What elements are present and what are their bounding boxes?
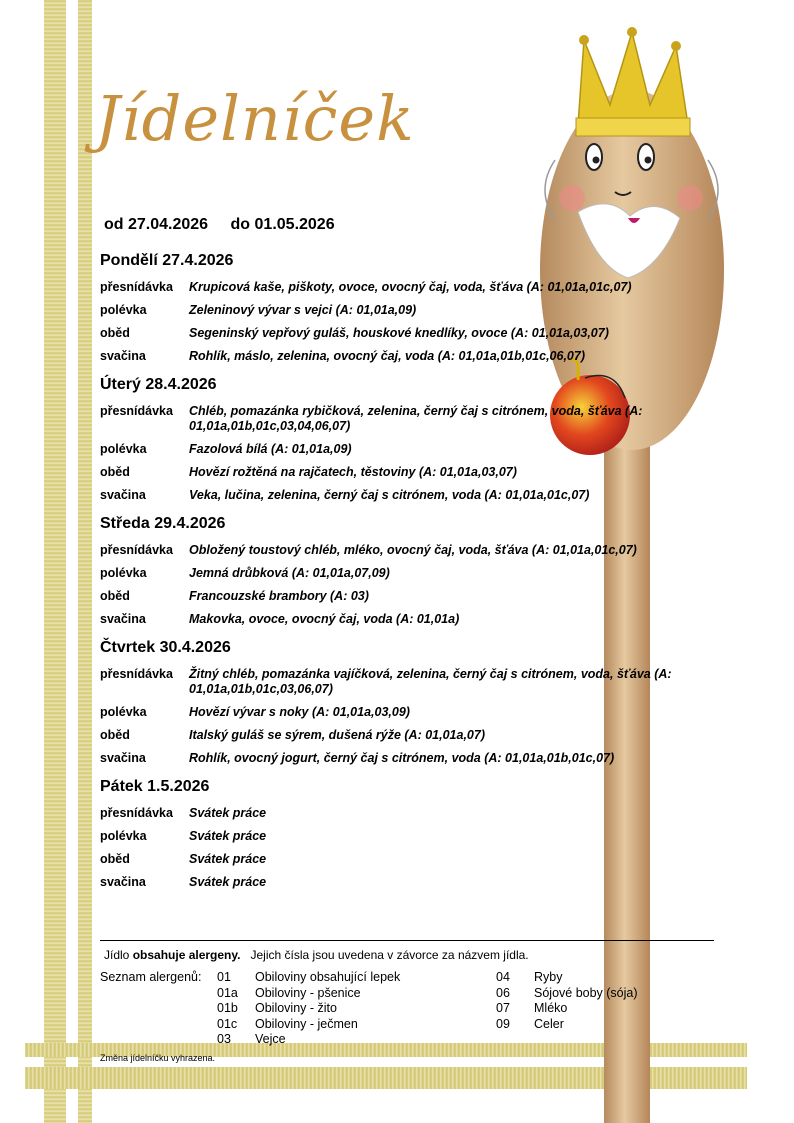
notice-prefix: Jídlo xyxy=(104,948,133,962)
meal-label: přesnídávka xyxy=(100,404,173,418)
meal-row xyxy=(100,852,690,867)
meal-row xyxy=(100,488,690,503)
meal-label: oběd xyxy=(100,728,130,742)
meal-label: přesnídávka xyxy=(100,543,173,557)
meal-dish: Chléb, pomazánka rybičková, zelenina, černý čaj s citrónem, voda, šťáva (A: 01,01a,01b,01c,03,04,06,07) xyxy=(189,404,643,433)
allergen-item xyxy=(217,986,400,1002)
allergen-name: Mléko xyxy=(534,1001,568,1015)
meal-row xyxy=(100,280,690,295)
allergen-item xyxy=(217,1032,400,1048)
allergen-item xyxy=(496,1017,638,1033)
meal-dish: Segeninský vepřový guláš, houskové knedlíky, ovoce (A: 01,01a,03,07) xyxy=(189,326,609,340)
meal-row xyxy=(100,806,690,821)
meal-row xyxy=(100,326,690,341)
day-thursday xyxy=(100,639,690,766)
meal-dish: Svátek práce xyxy=(189,852,267,866)
day-title: Středa 29.4.2026 xyxy=(100,515,226,532)
allergen-code: 01c xyxy=(217,1016,238,1031)
day-friday xyxy=(100,778,690,890)
meal-row xyxy=(100,705,690,720)
notice-rest: Jejich čísla jsou uvedena v závorce za názvem jídla. xyxy=(240,948,529,962)
allergen-notice xyxy=(104,948,529,962)
allergen-code: 04 xyxy=(496,970,510,984)
meal-row xyxy=(100,728,690,743)
day-title: Úterý 28.4.2026 xyxy=(100,376,217,393)
meal-dish: Rohlík, ovocný jogurt, černý čaj s citrónem, voda (A: 01,01a,01b,01c,07) xyxy=(189,751,615,765)
meal-dish: Jemná drůbková (A: 01,01a,07,09) xyxy=(189,566,390,580)
allergen-code: 03 xyxy=(217,1032,231,1046)
meal-label: oběd xyxy=(100,326,130,340)
day-title: Pátek 1.5.2026 xyxy=(100,778,210,795)
allergen-item xyxy=(217,1017,400,1033)
meal-label: přesnídávka xyxy=(100,806,173,820)
meal-label: přesnídávka xyxy=(100,667,173,681)
meal-label: svačina xyxy=(100,488,146,502)
allergen-code: 07 xyxy=(496,1001,510,1015)
allergen-item xyxy=(496,1001,638,1017)
allergen-name: Vejce xyxy=(255,1032,286,1046)
meal-dish: Žitný chléb, pomazánka vajíčková, zelenina, černý čaj s citrónem, voda, šťáva (A: 01,01a,01b,01c,03,06,07) xyxy=(189,667,672,696)
meal-dish: Hovězí rožtěná na rajčatech, těstoviny (A: 01,01a,03,07) xyxy=(189,465,517,479)
allergen-item xyxy=(217,1001,400,1017)
allergen-name: Obiloviny - ječmen xyxy=(255,1016,358,1031)
meal-dish: Krupicová kaše, piškoty, ovoce, ovocný čaj, voda, šťáva (A: 01,01a,01c,07) xyxy=(189,280,632,294)
meal-label: svačina xyxy=(100,612,146,626)
meal-label: svačina xyxy=(100,349,146,363)
allergen-name: Ryby xyxy=(534,970,563,984)
meal-label: polévka xyxy=(100,705,147,719)
date-range xyxy=(104,216,353,234)
meal-row xyxy=(100,589,690,604)
day-wednesday xyxy=(100,515,690,627)
meal-label: přesnídávka xyxy=(100,280,173,294)
meal-label: polévka xyxy=(100,566,147,580)
meal-dish: Veka, lučina, zelenina, černý čaj s citrónem, voda (A: 01,01a,01c,07) xyxy=(189,488,590,502)
notice-bold: obsahuje alergeny. xyxy=(132,948,241,962)
meal-row xyxy=(100,667,690,697)
meal-row xyxy=(100,404,690,434)
allergen-code: 06 xyxy=(496,985,510,1000)
meal-row xyxy=(100,566,690,581)
meal-row xyxy=(100,543,690,558)
allergen-list-label: Seznam alergenů: xyxy=(100,970,202,984)
date-from: od 27.04.2026 xyxy=(104,216,209,233)
divider xyxy=(100,940,714,941)
page-title: Jídelníček xyxy=(95,82,415,155)
allergen-code: 01a xyxy=(217,985,238,1000)
day-title: Čtvrtek 30.4.2026 xyxy=(100,639,231,656)
allergen-code: 01 xyxy=(217,970,231,984)
meal-dish: Rohlík, máslo, zelenina, ovocný čaj, voda (A: 01,01a,01b,01c,06,07) xyxy=(189,349,586,363)
allergen-name: Obiloviny - pšenice xyxy=(255,985,361,1000)
allergen-column-right xyxy=(496,970,638,1032)
allergen-name: Obiloviny obsahující lepek xyxy=(255,970,401,984)
meal-dish: Makovka, ovoce, ovocný čaj, voda (A: 01,01a) xyxy=(189,612,460,626)
meal-dish: Obložený toustový chléb, mléko, ovocný čaj, voda, šťáva (A: 01,01a,01c,07) xyxy=(189,543,637,557)
allergen-item xyxy=(217,970,400,986)
meal-row xyxy=(100,303,690,318)
meal-row xyxy=(100,751,690,766)
day-tuesday xyxy=(100,376,690,503)
meal-row xyxy=(100,349,690,364)
meal-label: oběd xyxy=(100,589,130,603)
meal-dish: Hovězí vývar s noky (A: 01,01a,03,09) xyxy=(189,705,410,719)
meal-dish: Francouzské brambory (A: 03) xyxy=(189,589,369,603)
meal-label: svačina xyxy=(100,751,146,765)
meal-row xyxy=(100,442,690,457)
allergen-name: Celer xyxy=(534,1016,564,1031)
meal-label: svačina xyxy=(100,875,146,889)
meal-label: polévka xyxy=(100,303,147,317)
crown-icon xyxy=(576,27,690,136)
meal-row xyxy=(100,829,690,844)
meal-label: oběd xyxy=(100,465,130,479)
meal-row xyxy=(100,465,690,480)
allergen-code: 01b xyxy=(217,1001,238,1015)
day-title: Pondělí 27.4.2026 xyxy=(100,252,234,269)
meal-dish: Svátek práce xyxy=(189,806,267,820)
allergen-item xyxy=(496,970,638,986)
meal-row xyxy=(100,875,690,890)
meal-dish: Fazolová bílá (A: 01,01a,09) xyxy=(189,442,352,456)
meal-label: oběd xyxy=(100,852,130,866)
meal-dish: Svátek práce xyxy=(189,875,267,889)
meal-dish: Svátek práce xyxy=(189,829,267,843)
date-to: do 01.05.2026 xyxy=(230,216,335,233)
allergen-column-left xyxy=(217,970,400,1048)
allergen-code: 09 xyxy=(496,1016,510,1031)
allergen-name: Obiloviny - žito xyxy=(255,1001,337,1015)
change-note: Změna jídelníčku vyhrazena. xyxy=(100,1053,216,1063)
meal-dish: Zeleninový vývar s vejci (A: 01,01a,09) xyxy=(189,303,417,317)
weekly-menu xyxy=(100,252,690,902)
allergen-item xyxy=(496,986,638,1002)
meal-label: polévka xyxy=(100,442,147,456)
day-monday xyxy=(100,252,690,364)
meal-dish: Italský guláš se sýrem, dušená rýže (A: 01,01a,07) xyxy=(189,728,485,742)
allergen-name: Sójové boby (sója) xyxy=(534,985,638,1000)
meal-row xyxy=(100,612,690,627)
meal-label: polévka xyxy=(100,829,147,843)
